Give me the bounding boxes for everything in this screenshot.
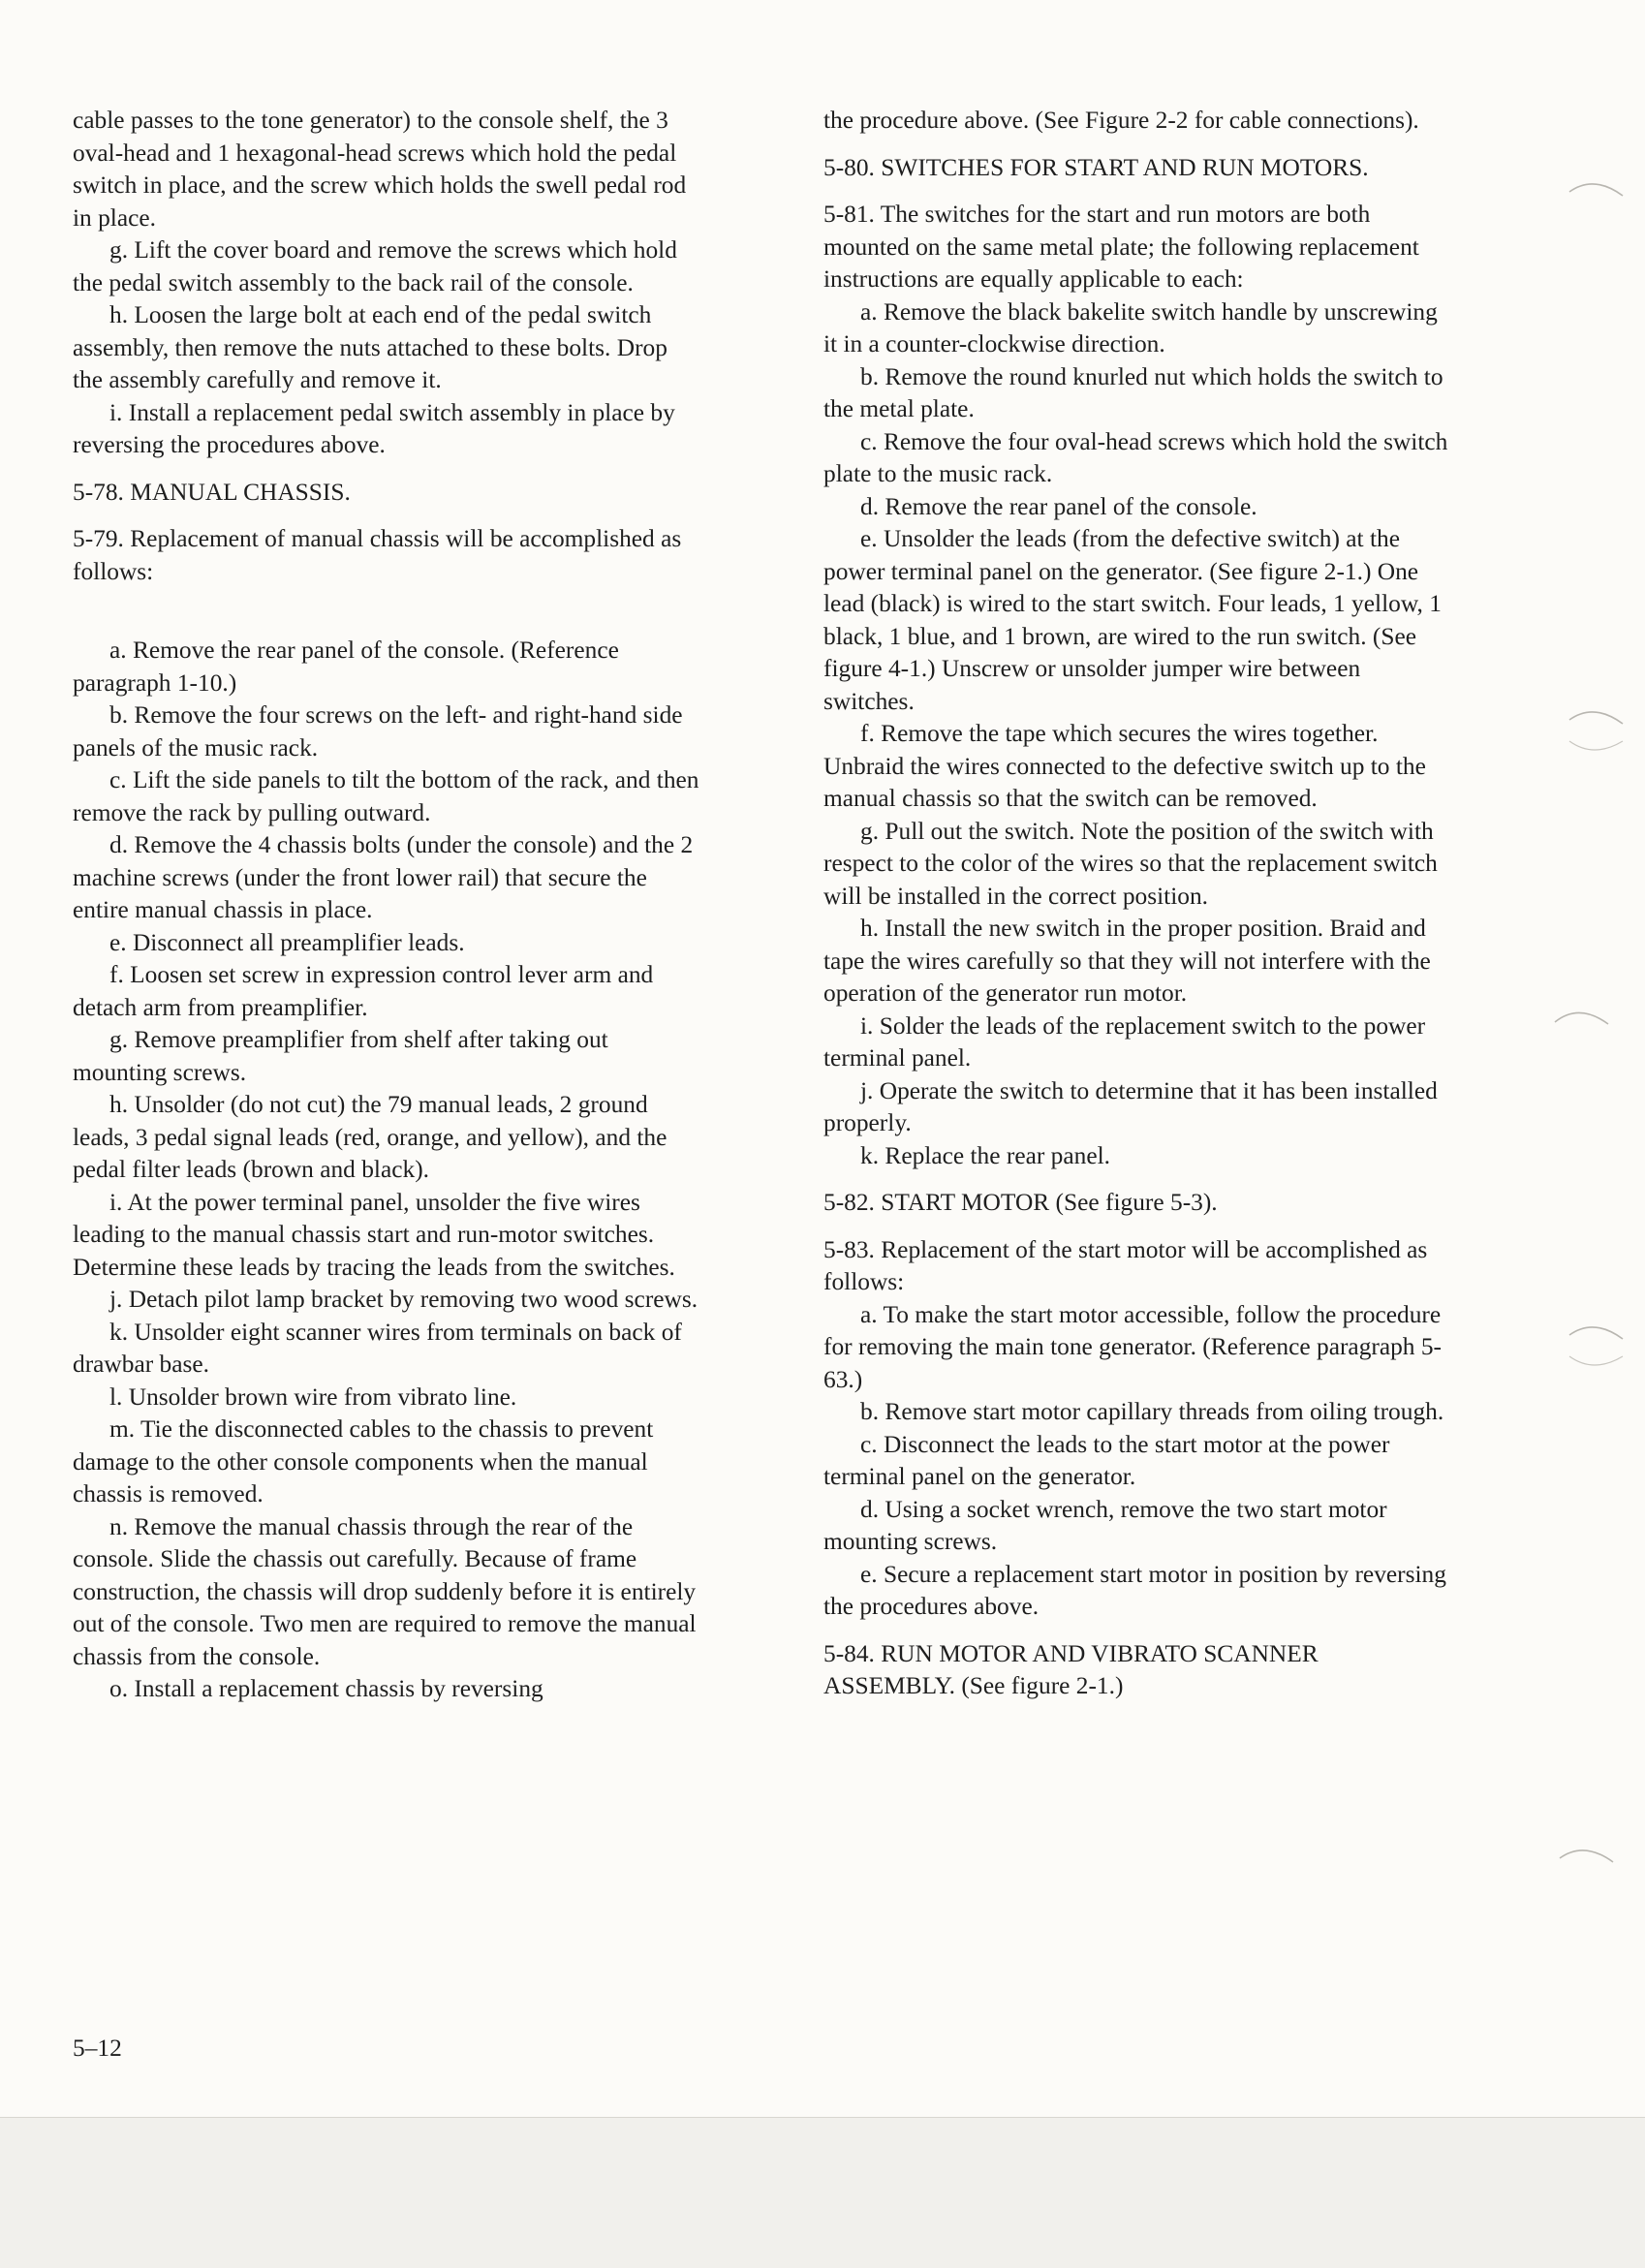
list-item: i. Solder the leads of the replacement switch to the power terminal panel. xyxy=(823,1011,1426,1072)
list-item: d. Remove the rear panel of the console. xyxy=(860,492,1257,520)
list-item: h. Loosen the large bolt at each end of the pedal switch assembly, then remove the nuts attached to these bolts. Drop the assembly carefully and remove it. xyxy=(73,301,667,393)
list-item: a. To make the start motor accessible, follow the procedure for removing the main tone generator. (Reference paragraph 5-63.) xyxy=(823,1300,1443,1393)
list-item: h. Install the new switch in the proper position. Braid and tape the wires carefully so that they will not interfere with the operation of the generator run motor. xyxy=(823,915,1431,1007)
list-item: e. Unsolder the leads (from the defective switch) at the power terminal panel on the generator. (See figure 2-1.) One lead (black) is wired to the start switch. Four leads, 1 yellow, 1 black, 1 blue, and 1 brown, are wired to the run switch. (See figure 4-1.) Unscrew or unsolder jumper wire between switches. xyxy=(823,525,1442,715)
list-item: d. Using a socket wrench, remove the two start motor mounting screws. xyxy=(823,1495,1387,1555)
list-item: j. Operate the switch to determine that it has been installed properly. xyxy=(823,1076,1438,1136)
punch-hole-mark-3 xyxy=(1550,1003,1618,1071)
list-item: c. Remove the four oval-head screws which hold the switch plate to the music rack. xyxy=(823,427,1448,487)
punch-hole-mark-2 xyxy=(1565,702,1632,770)
list-item: e. Secure a replacement start motor in position by reversing the procedures above. xyxy=(823,1560,1446,1620)
list-item: g. Pull out the switch. Note the position of the switch with respect to the color of the wires so that the replacement switch will be installed in the correct position. xyxy=(823,817,1438,910)
section-heading: 5-82. START MOTOR (See figure 5-3). xyxy=(823,1189,1218,1216)
section-heading: 5-84. RUN MOTOR AND VIBRATO SCANNER ASSEMBLY. (See figure 2-1.) xyxy=(823,1639,1319,1699)
list-item: d. Remove the 4 chassis bolts (under the console) and the 2 machine screws (under the front lower rail) that secure the entire manual chassis in place. xyxy=(73,831,694,923)
list-item: g. Lift the cover board and remove the screws which hold the pedal switch assembly to the back rail of the console. xyxy=(73,236,677,296)
list-item: l. Unsolder brown wire from vibrato line. xyxy=(109,1383,517,1411)
list-item: h. Unsolder (do not cut) the 79 manual leads, 2 ground leads, 3 pedal signal leads (red, orange, and yellow), and the pedal filter leads (brown and black). xyxy=(73,1091,667,1183)
list-item: o. Install a replacement chassis by reversing xyxy=(109,1675,543,1702)
page-number: 5–12 xyxy=(73,2035,122,2062)
list-item: e. Disconnect all preamplifier leads. xyxy=(109,928,465,956)
list-item: g. Remove preamplifier from shelf after taking out mounting screws. xyxy=(73,1026,608,1086)
list-item: i. At the power terminal panel, unsolder the five wires leading to the manual chassis start and run-motor switches. Determine these leads by tracing the leads from the switches. xyxy=(73,1188,675,1281)
list-item: n. Remove the manual chassis through the rear of the console. Slide the chassis out carefully. Because of frame construction, the chassis will drop suddenly before it is entirely out of the console. Two men are required to remove the manual chassis from the console. xyxy=(73,1512,697,1670)
right-column xyxy=(823,105,1449,1703)
list-item: a. Remove the rear panel of the console. (Reference paragraph 1-10.) xyxy=(73,637,619,697)
list-item: f. Loosen set screw in expression control lever arm and detach arm from preamplifier. xyxy=(73,961,654,1021)
paragraph: the procedure above. (See Figure 2-2 for cable connections). xyxy=(823,107,1419,134)
list-item: b. Remove start motor capillary threads from oiling trough. xyxy=(860,1398,1444,1425)
paragraph: 5-79. Replacement of manual chassis will be accomplished as follows: xyxy=(73,525,682,585)
list-item: k. Replace the rear panel. xyxy=(860,1141,1110,1169)
list-item: j. Detach pilot lamp bracket by removing two wood screws. xyxy=(109,1286,698,1313)
list-item: f. Remove the tape which secures the wires together. Unbraid the wires connected to the defective switch up to the manual chassis so that the switch can be removed. xyxy=(823,720,1426,812)
section-heading: 5-80. SWITCHES FOR START AND RUN MOTORS. xyxy=(823,153,1369,181)
list-item: b. Remove the four screws on the left- and right-hand side panels of the music rack. xyxy=(73,701,683,761)
paragraph: 5-83. Replacement of the start motor will be accomplished as follows: xyxy=(823,1235,1428,1295)
list-item: c. Disconnect the leads to the start motor at the power terminal panel on the generator. xyxy=(823,1430,1390,1490)
list-item: k. Unsolder eight scanner wires from terminals on back of drawbar base. xyxy=(73,1318,682,1378)
left-column xyxy=(73,105,700,1706)
scanner-bed xyxy=(0,2117,1645,2268)
punch-hole-mark-5 xyxy=(1555,1841,1623,1909)
punch-hole-mark-4 xyxy=(1565,1318,1632,1385)
list-item: c. Lift the side panels to tilt the bottom of the rack, and then remove the rack by pulling outward. xyxy=(73,766,699,826)
section-heading: 5-78. MANUAL CHASSIS. xyxy=(73,478,351,506)
list-item: m. Tie the disconnected cables to the chassis to prevent damage to the other console components when the manual chassis is removed. xyxy=(73,1415,654,1507)
paragraph: cable passes to the tone generator) to the console shelf, the 3 oval-head and 1 hexagonal-head screws which hold the pedal switch in place, and the screw which holds the swell pedal rod in place. xyxy=(73,107,687,232)
list-item: i. Install a replacement pedal switch assembly in place by reversing the procedures above. xyxy=(73,398,675,458)
punch-hole-mark-1 xyxy=(1565,174,1632,242)
list-item: a. Remove the black bakelite switch handle by unscrewing it in a counter-clockwise direction. xyxy=(823,297,1438,357)
paragraph: 5-81. The switches for the start and run motors are both mounted on the same metal plate; the following replacement instructions are equally applicable to each: xyxy=(823,201,1419,293)
list-item: b. Remove the round knurled nut which holds the switch to the metal plate. xyxy=(823,362,1443,422)
